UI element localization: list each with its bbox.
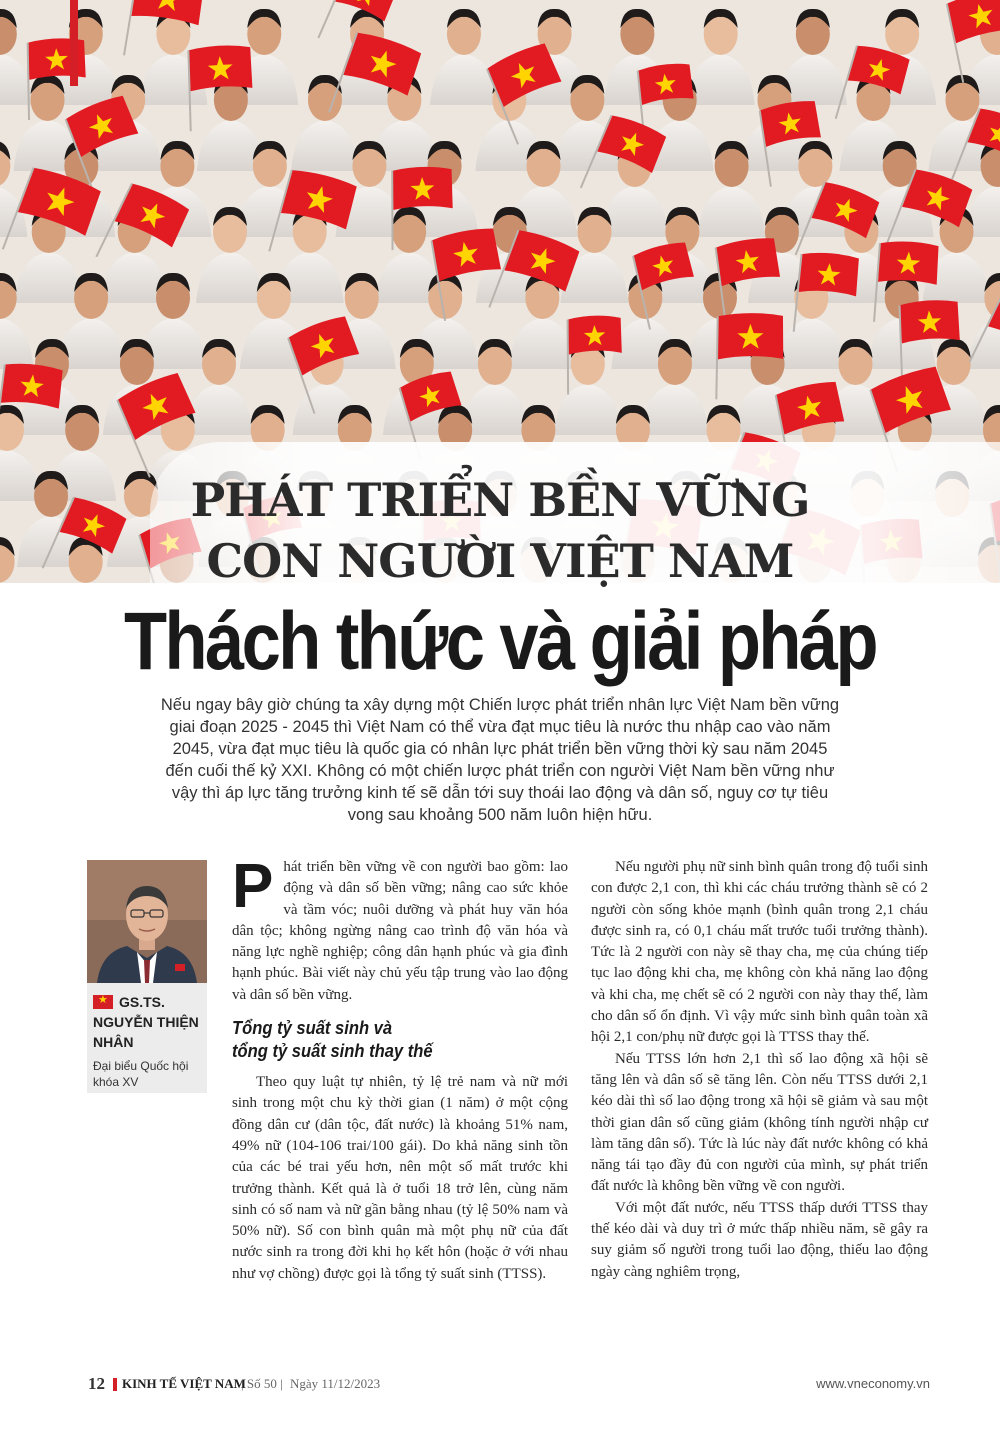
paragraph-intro-text: hát triển bền vững về con người bao gồm: lao động và dân số bền vững; nâng cao sức khỏe và tầm vóc; nuôi dưỡng và phát huy văn hóa dân tộc; không ngừng nâng cao trình độ văn hóa và năng lực nghề nghiệp; công dân hạnh phúc và gia đình hạnh phúc. Bài viết này chủ yếu tập trung vào lao động và dân số bền vững. [232,859,568,1003]
section-heading-line-1: Tổng tỷ suất sinh và [232,1018,393,1039]
author-box [87,860,207,1093]
top-accent-bar [70,0,78,86]
issue-date: Ngày 11/12/2023 [290,1376,381,1391]
footer-accent-bar [113,1378,117,1391]
paragraph-intro [232,852,568,1006]
paragraph: Nếu TTSS lớn hơn 2,1 thì số lao động xã hội sẽ tăng lên và dân số sẽ tăng lên. Còn nếu TTSS dưới 2,1 kéo dài thì số lao động trong xã hội sẽ giảm và sau một thời gian dân số cũng giảm (không tính người nhập cư làm tăng dân số). Tức là lúc này đất nước không có khả năng tái tạo đầy đủ con người của mình, sự phát triển đất nước là không bền vững về con người. [591,1050,928,1195]
page-number: 12 [88,1374,105,1393]
section-heading [232,1017,541,1063]
article-lead: Nếu ngay bây giờ chúng ta xây dựng một Chiến lược phát triển nhân lực Việt Nam bền vững giai đoạn 2025 - 2045 thì Việt Nam có thể vừa đạt mục tiêu là nước thu nhập cao vào năm 2045, vừa đạt mục tiêu là quốc gia có nhân lực phát triển bền vững thời kỳ sau năm 2045 đến cuối thế kỷ XXI. Không có một chiến lược phát triển con người Việt Nam bền vững như vậy thì áp lực tăng trưởng kinh tế sẽ dẫn tới suy thoái lao động và dân số, nguy cơ tự tiêu vong sau khoảng 500 năm luôn hiện hữu. [160,696,840,824]
article-column-2 [591,857,928,1283]
page-footer [88,1374,930,1394]
headline-line-2: CON NGƯỜI VIỆT NAM [206,534,794,588]
author-role: Đại biểu Quốc hội khóa XV [93,1059,189,1089]
paragraph: Với một đất nước, nếu TTSS thấp dưới TTSS thay thế kéo dài và duy trì ở mức thấp nhiều năm, sẽ gây ra suy giảm số người trong tuổi lao động, thiếu lao động ngày càng nghiêm trọng, [591,1199,928,1280]
paragraph: Theo quy luật tự nhiên, tỷ lệ trẻ nam và nữ mới sinh trong một chu kỳ thời gian (1 năm) ở một cộng đồng dân cư (dân tộc, đất nước) là khoảng 51% nam, 49% nữ (104-106 trai/100 gái). Do khả năng sinh tồn của các bé trai yếu hơn, nên một số mất trước khi trưởng thành. Kết quả là ở tuổi 18 trở lên, cùng năm sinh có số nam và nữ gần bằng nhau (tỷ lệ 50% nam và 50% nữ). Số con bình quân mà một phụ nữ của đất nước sinh ra trong đời khi họ kết hôn (hoặc ở với nhau như vợ chồng) được gọi là tổng tỷ suất sinh (TTSS). [232,1074,568,1282]
headline-subtitle: Thách thức và giải pháp [124,596,876,687]
article-column-1 [232,852,568,1285]
section-heading-line-2: tổng tỷ suất sinh thay thế [232,1041,433,1062]
headline-line-1: PHÁT TRIỂN BỀN VỮNG [190,473,810,527]
drop-cap: P [232,852,274,921]
magazine-name: KINH TẾ VIỆT NAM [122,1376,246,1391]
website-link[interactable]: www.vneconomy.vn [816,1376,930,1391]
issue-number: | Số 50 | [241,1376,283,1391]
author-name: GS.TS. NGUYỄN THIỆN NHÂN [93,994,199,1050]
paragraph: Nếu người phụ nữ sinh bình quân trong độ tuổi sinh con được 2,1 con, thì khi các cháu trưởng thành sẽ có 2 người còn sống khỏe mạnh (bình quân trong 2,1 cháu được sinh ra, có 0,1 cháu mất trước tuổi trưởng thành). Tức là 2 người con này sẽ thay cha, mẹ của chúng tiếp tục lao động khi cha, mẹ không còn khả năng lao động và khi cha, mẹ chết sẽ có 2 người con này thay thế, làm cho dân số ổn định. Vì vậy mức sinh bình quân toàn xã hội 2,1 con/phụ nữ được gọi là TTSS thay thế. [591,859,928,1046]
author-portrait [87,860,207,983]
